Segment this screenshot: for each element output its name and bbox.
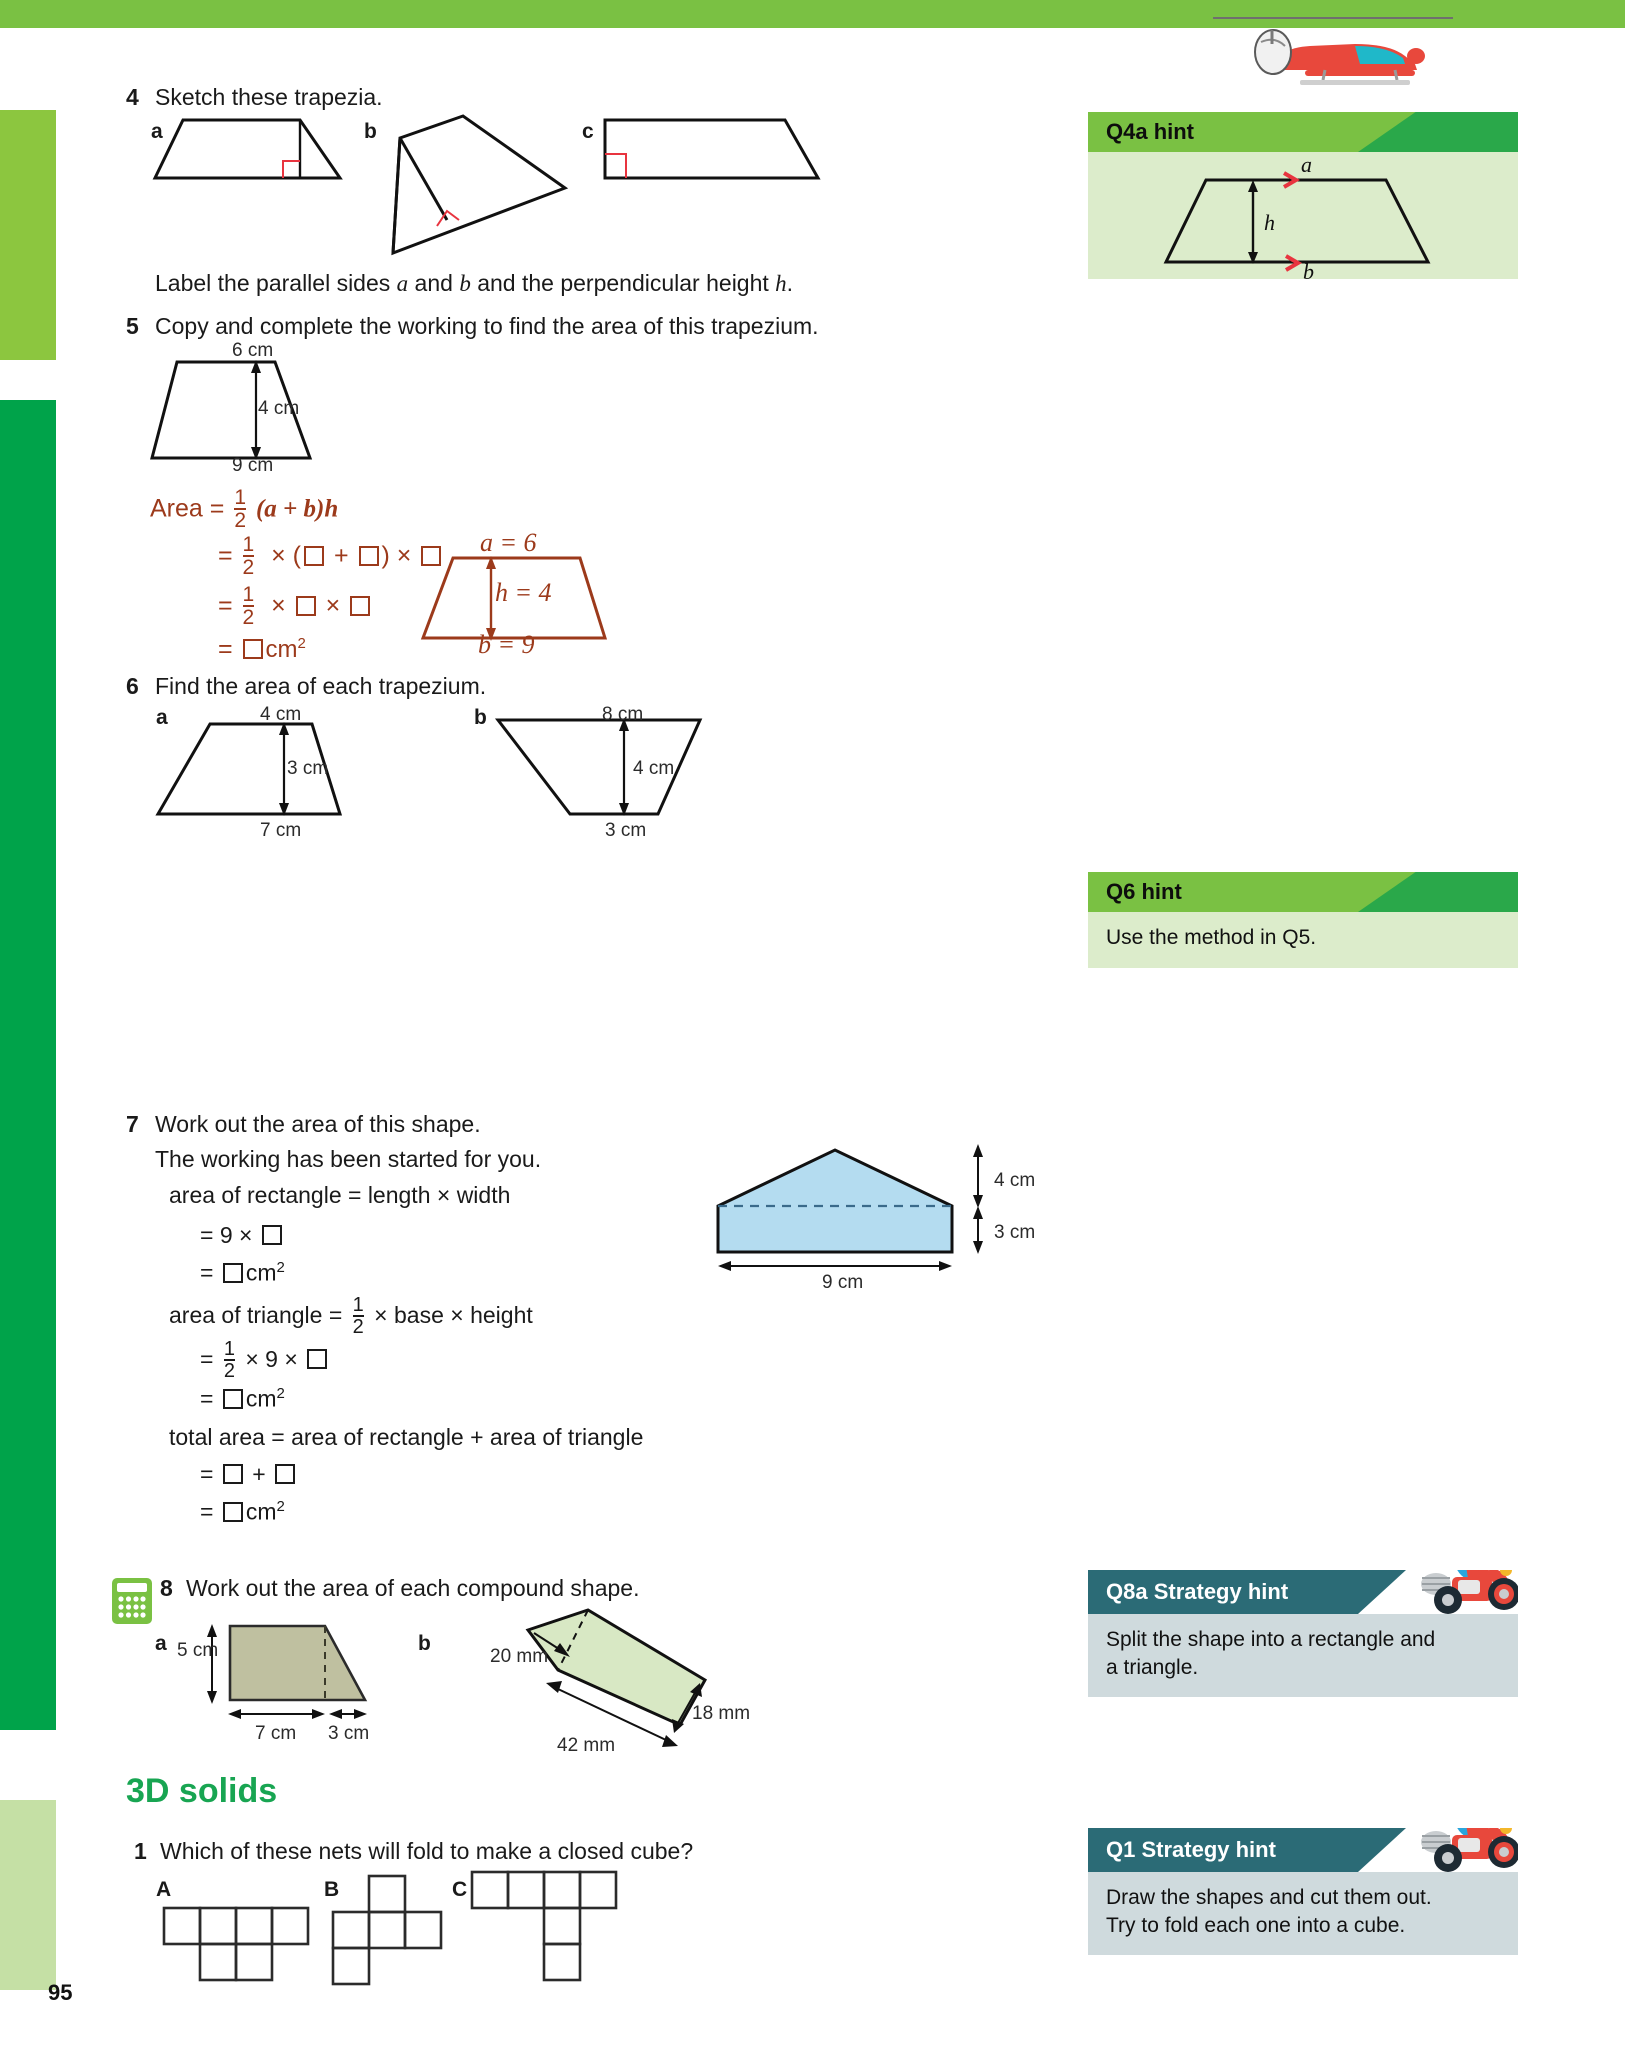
calculator-icon — [112, 1578, 152, 1624]
net-c-label: C — [452, 1878, 468, 1901]
q6-trapezium-a — [140, 708, 410, 828]
q8-part-b-label: b — [418, 1632, 431, 1655]
hint-q1-line1: Draw the shapes and cut them out. — [1106, 1886, 1432, 1909]
hint-q8a-title: Q8a Strategy hint — [1106, 1579, 1289, 1604]
hint-q4a-label-a: a — [1301, 152, 1312, 177]
q5-l2-half: $\frac{1}{2}$ — [242, 533, 255, 579]
hint-q8a-line2: a triangle. — [1106, 1655, 1199, 1679]
q7-l4-half: $\frac{1}{2}$ — [352, 1294, 364, 1338]
q5-answer-box-a[interactable] — [304, 546, 324, 566]
left-edge-tab-light — [0, 110, 56, 360]
q7-l4-label: area of triangle = — [169, 1302, 343, 1329]
q4-follow-part-4: . — [786, 270, 794, 296]
q7-working-l5: = $\frac{1}{2}$ × 9 × — [200, 1340, 330, 1382]
q7-box-sum-1[interactable] — [223, 1464, 243, 1484]
q6a-top-dim: 4 cm — [260, 704, 302, 725]
question-6-text: Find the area of each trapezium. — [155, 673, 487, 699]
q5-answer-box-final[interactable] — [243, 639, 263, 659]
q7-l4-rest: × base × height — [374, 1302, 533, 1329]
question-4-number: 4 — [126, 84, 139, 110]
q4-part-b-label: b — [364, 120, 377, 143]
q8b-dim2: 42 mm — [557, 1735, 616, 1756]
hint-q4a-label-b: b — [1303, 259, 1314, 279]
q4-follow-part-2: and — [408, 270, 460, 296]
motorcyclist-icon — [1394, 1570, 1518, 1614]
q4-follow-var-a: a — [396, 271, 409, 296]
q5-bottom-dimension: 9 cm — [232, 455, 274, 476]
q7-l5-half: $\frac{1}{2}$ — [223, 1338, 235, 1382]
q8-part-a-label: a — [155, 1632, 167, 1655]
q7-box-tri-area[interactable] — [223, 1389, 243, 1409]
hint-box-q1-strategy — [1088, 1828, 1518, 1955]
q8b-prism-shape — [500, 1595, 770, 1755]
hint-q8a-body — [1088, 1614, 1518, 1697]
question-7-text2: The working has been started for you. — [155, 1146, 542, 1172]
question-7-number: 7 — [126, 1111, 139, 1137]
q6a-height-dim: 3 cm — [287, 758, 329, 779]
q6-part-b-label: b — [474, 706, 487, 729]
q5-label-b: b = 9 — [478, 630, 535, 659]
q7-compound-shape-diagram — [700, 1128, 1020, 1273]
q5-top-dimension: 6 cm — [232, 340, 274, 361]
q7-base-dim: 9 cm — [822, 1272, 864, 1293]
cube-net-a — [160, 1900, 320, 2020]
q5-working-line-2: = $\frac{1}{2}$ × ( + ) × — [218, 535, 444, 579]
q6-part-a-label: a — [156, 706, 168, 729]
q4-trapezium-c — [600, 108, 825, 193]
q5-working-line-1 — [150, 488, 338, 532]
hint-box-q6 — [1088, 872, 1518, 968]
q4-follow-var-h: h — [775, 271, 787, 296]
q5-answer-box-h2[interactable] — [350, 596, 370, 616]
question-4-text: Sketch these trapezia. — [155, 84, 383, 110]
net-a-label: A — [156, 1878, 172, 1901]
section-heading-3d-solids: 3D solids — [126, 1772, 278, 1810]
q5-label-a: a = 6 — [480, 528, 537, 557]
q7-tri-height-dim: 4 cm — [994, 1170, 1036, 1191]
question-8-text: Work out the area of each compound shape. — [186, 1575, 640, 1601]
q7-box-width[interactable] — [262, 1225, 282, 1245]
q4-trapezium-b — [385, 108, 575, 258]
question-6-number: 6 — [126, 673, 139, 699]
q5-answer-box-sum[interactable] — [296, 596, 316, 616]
hint-header-wedge — [1358, 872, 1518, 912]
question-5-text: Copy and complete the working to find the area of this trapezium. — [155, 313, 819, 339]
q7-working-l8: = + — [200, 1461, 298, 1488]
hint-box-q4a — [1088, 112, 1518, 279]
q4-trapezium-a — [150, 108, 360, 193]
q5-answer-box-b[interactable] — [359, 546, 379, 566]
cube-net-b — [325, 1872, 468, 2022]
left-edge-tab-pale — [0, 1800, 56, 1990]
hint-q8a-line1: Split the shape into a rectangle and — [1106, 1628, 1436, 1651]
hint-q1-header — [1088, 1828, 1518, 1872]
q7-working-l3: = $cm^2$ — [200, 1259, 285, 1286]
solids-question-1-text: Which of these nets will fold to make a closed cube? — [160, 1838, 694, 1864]
q8b-dim1: 20 mm — [490, 1646, 549, 1667]
hint-q1-line2: Try to fold each one into a cube. — [1106, 1913, 1406, 1937]
hint-q6-text: Use the method in Q5. — [1106, 926, 1317, 949]
hint-q4a-label-h: h — [1264, 210, 1275, 235]
q8b-dim3: 18 mm — [692, 1703, 751, 1724]
q6a-bottom-dim: 7 cm — [260, 820, 302, 841]
page-number: 95 — [48, 1980, 73, 2005]
q7-rect-height-dim: 3 cm — [994, 1222, 1036, 1243]
hint-box-q8a-strategy — [1088, 1570, 1518, 1697]
q8a-compound-shape — [195, 1608, 445, 1738]
q7-working-l7: total area = area of rectangle + area of triangle — [169, 1424, 644, 1450]
solids-question-1-number: 1 — [134, 1838, 147, 1864]
q7-working-l6: = $cm^2$ — [200, 1385, 285, 1412]
question-7-text: Work out the area of this shape. — [155, 1111, 481, 1137]
q4-part-c-label: c — [582, 120, 594, 143]
q8a-seg2-dim: 3 cm — [328, 1723, 370, 1744]
q5-working-line-3: = $\frac{1}{2}$ × × — [218, 585, 373, 629]
q4-follow-part-3: and the perpendicular height — [470, 270, 776, 296]
q4-follow-part-1: Label the parallel sides — [155, 270, 397, 296]
helicopter-icon — [1205, 6, 1455, 96]
q4-follow-up-text — [155, 270, 793, 297]
q6-trapezium-b — [480, 708, 740, 828]
q5-label-h: h = 4 — [495, 578, 552, 607]
q5-area-label: Area = — [150, 494, 225, 523]
question-5-number: 5 — [126, 313, 139, 339]
q7-working-l1: area of rectangle = length × width — [169, 1182, 511, 1208]
hint-q4a-header — [1088, 112, 1518, 152]
motorcyclist-icon — [1394, 1828, 1518, 1872]
q5-frac-num: 1 — [234, 486, 246, 509]
q4-part-a-label: a — [151, 120, 163, 143]
hint-q1-body — [1088, 1872, 1518, 1955]
q6b-height-dim: 4 cm — [633, 758, 675, 779]
q4a-hint-trapezium-diagram — [1088, 152, 1518, 279]
hint-q6-body — [1088, 912, 1518, 968]
hint-q1-title: Q1 Strategy hint — [1106, 1837, 1276, 1862]
q5-height-dimension: 4 cm — [258, 398, 300, 419]
q6b-top-dim: 8 cm — [602, 704, 644, 725]
question-8-number: 8 — [160, 1575, 173, 1601]
hint-header-wedge — [1358, 112, 1518, 152]
q5-l3-half: $\frac{1}{2}$ — [242, 583, 255, 629]
q5-frac-den: 2 — [234, 509, 246, 532]
hint-q4a-title: Q4a hint — [1106, 119, 1195, 144]
q5-working-line-4: = $cm^2$ — [218, 635, 306, 663]
q7-working-l9: = $cm^2$ — [200, 1498, 285, 1525]
cube-net-c — [468, 1868, 638, 2028]
q7-box-rect-area[interactable] — [223, 1263, 243, 1283]
q6b-bottom-dim: 3 cm — [605, 820, 647, 841]
q7-working-l2: = 9 × — [200, 1222, 285, 1249]
q5-formula-half — [234, 487, 246, 531]
q8a-height-dim: 5 cm — [177, 1640, 219, 1661]
net-b-label: B — [324, 1878, 340, 1901]
hint-q6-title: Q6 hint — [1106, 879, 1182, 904]
q7-box-total[interactable] — [223, 1502, 243, 1522]
hint-q6-header — [1088, 872, 1518, 912]
q7-box-tri-height[interactable] — [307, 1349, 327, 1369]
q4-follow-var-b: b — [459, 271, 471, 296]
q7-box-sum-2[interactable] — [275, 1464, 295, 1484]
q5-formula-rest: (a + b)h — [255, 495, 339, 523]
left-edge-tab-dark — [0, 400, 56, 1730]
q8a-seg1-dim: 7 cm — [255, 1723, 297, 1744]
q7-working-l4 — [169, 1296, 533, 1338]
hint-q8a-header — [1088, 1570, 1518, 1614]
hint-q4a-body — [1088, 152, 1518, 279]
